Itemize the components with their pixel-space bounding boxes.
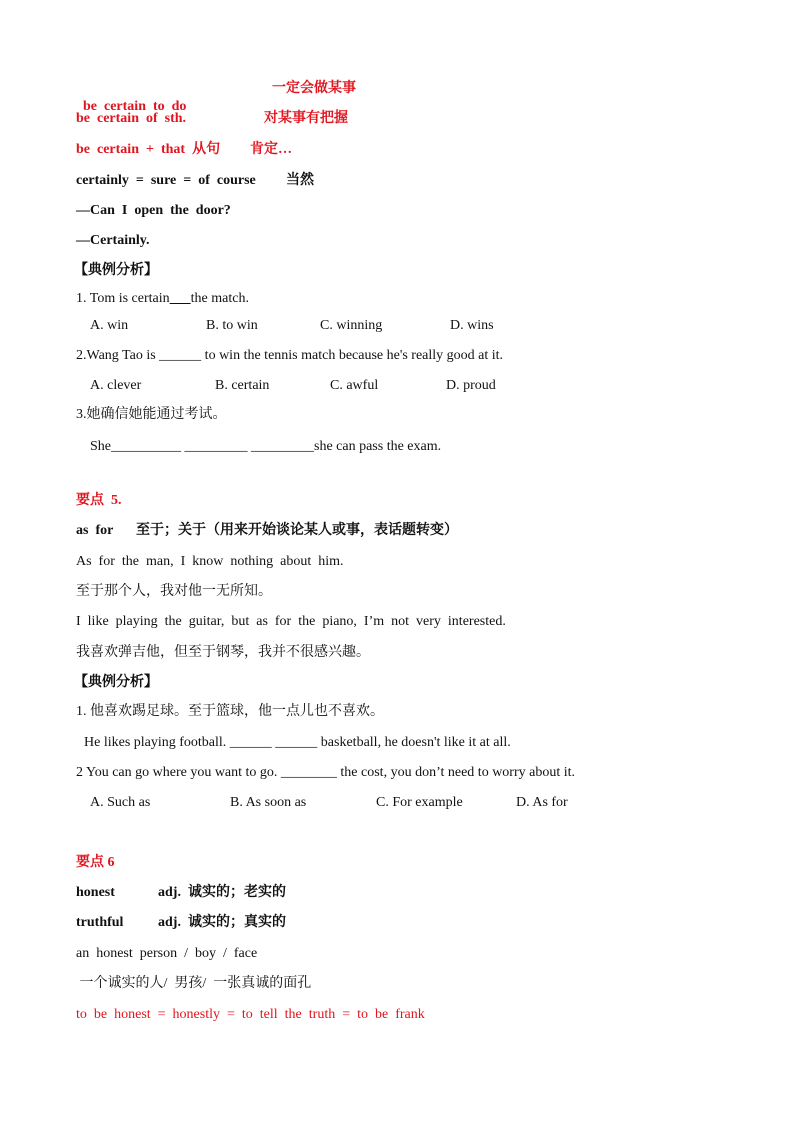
example-sentence: an honest person / boy / face (76, 946, 258, 961)
vocab-word: truthful (76, 915, 124, 930)
equivalence-line: to be honest = honestly = to tell the truth = to be frank (76, 1007, 425, 1022)
phrase-cn: 肯定… (250, 142, 292, 157)
phrase-en: as for (76, 523, 114, 538)
option-a: A. win (90, 318, 129, 333)
phrase-cn: 至于；关于（用来开始谈论某人或事，表话题转变） (136, 523, 458, 538)
question-stem: 2.Wang Tao is ______ to win the tennis match because he's really good at it. (76, 348, 504, 363)
vocab-definition: adj. 诚实的；老实的 (158, 885, 286, 900)
question-stem: 1. 他喜欢踢足球。至于篮球，他一点儿也不喜欢。 (76, 704, 384, 719)
question-answer-line: She__________ _________ _________she can pass the exam. (90, 439, 442, 454)
option-c: C. winning (320, 318, 383, 333)
option-c: C. For example (376, 795, 463, 810)
section-title: 要点 5. (76, 493, 122, 508)
phrase-en: be certain + that 从句 (76, 142, 221, 157)
phrase-cn: 当然 (286, 173, 314, 188)
question-stem: 1. Tom is certain the match. (76, 291, 249, 306)
example-heading: 【典例分析】 (74, 675, 158, 690)
phrase-en: be certain of sth. (76, 111, 187, 126)
vocab-definition: adj. 诚实的；真实的 (158, 915, 286, 930)
question-stem: 3.她确信她能通过考试。 (76, 407, 227, 422)
example-sentence: As for the man, I know nothing about him. (76, 554, 344, 569)
option-b: B. to win (206, 318, 258, 333)
phrase-en: certainly = sure = of course (76, 173, 256, 188)
vocab-word: honest (76, 885, 115, 900)
option-c: C. awful (330, 378, 379, 393)
section-title: 要点 6 (76, 855, 115, 870)
option-a: A. Such as (90, 795, 151, 810)
option-b: B. certain (215, 378, 270, 393)
option-d: D. wins (450, 318, 494, 333)
phrase-cn: 一定会做某事 (272, 81, 356, 96)
answer-blank (170, 291, 191, 306)
question-answer-line: He likes playing football. ______ ______ basketball, he doesn't like it at all. (84, 735, 511, 750)
question-stem: 2 You can go where you want to go. ________ the cost, you don’t need to worry about it. (76, 765, 576, 780)
example-heading: 【典例分析】 (74, 263, 158, 278)
option-a: A. clever (90, 378, 142, 393)
example-translation: 我喜欢弹吉他，但至于钢琴，我并不很感兴趣。 (76, 645, 370, 660)
phrase-en: be certain to do (83, 99, 187, 114)
option-d: D. As for (516, 795, 568, 810)
example-translation: 至于那个人，我对他一无所知。 (76, 584, 272, 599)
example-translation: 一个诚实的人/ 男孩/ 一张真诚的面孔 (76, 976, 312, 991)
option-b: B. As soon as (230, 795, 307, 810)
dialog-line: —Certainly. (76, 233, 150, 248)
example-sentence: I like playing the guitar, but as for the piano, I’m not very interested. (76, 614, 506, 629)
option-d: D. proud (446, 378, 496, 393)
dialog-line: —Can I open the door? (76, 203, 231, 218)
phrase-cn: 对某事有把握 (264, 111, 348, 126)
